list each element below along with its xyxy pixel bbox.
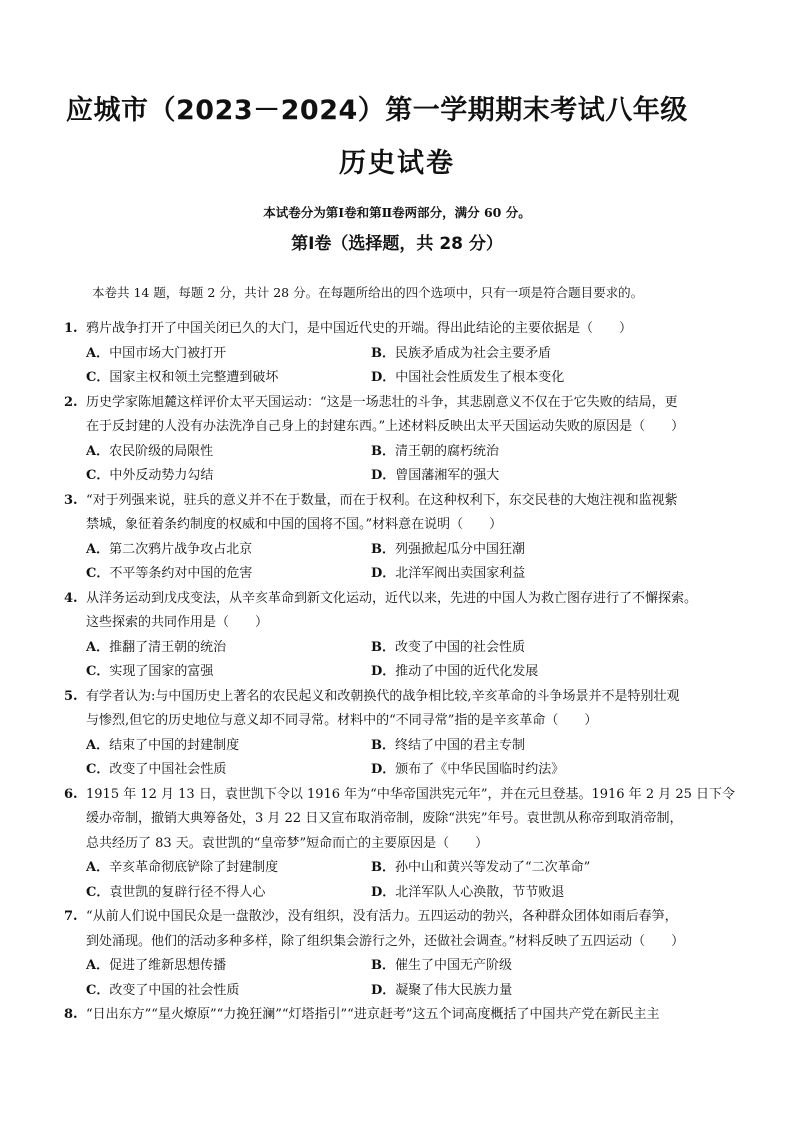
option-text: 改变了中国的社会性质 (395, 639, 526, 655)
answer-option (86, 954, 371, 979)
answer-option (371, 881, 656, 906)
question-first-line (64, 391, 744, 416)
question-number: 7. (64, 909, 78, 924)
answer-options (64, 734, 744, 783)
option-label: C． (86, 566, 110, 581)
answer-option (371, 342, 656, 367)
answer-options (64, 342, 744, 391)
option-text: 民族矛盾成为社会主要矛盾 (395, 345, 552, 361)
answer-option (86, 440, 371, 465)
question-number: 8. (64, 1007, 78, 1022)
option-label: A． (86, 541, 110, 557)
option-label: B． (371, 541, 395, 557)
section-instructions: 本卷共 14 题，每题 2 分，共计 28 分。在每题所给出的四个选项中，只有一项是符合题目要求的。 (92, 285, 644, 300)
option-label: B． (371, 860, 395, 875)
option-text: 中国社会性质发生了根本变化 (395, 370, 565, 385)
option-label: A． (86, 737, 110, 753)
question-number: 3. (64, 492, 78, 508)
answer-options (64, 440, 744, 489)
answer-option (86, 366, 371, 391)
option-text: 不平等条约对中国的危害 (109, 566, 253, 581)
question-item (64, 391, 744, 489)
option-label: C． (86, 762, 110, 777)
question-item (64, 1003, 744, 1028)
option-text: 孙中山和黄兴等发动了“二次革命” (395, 860, 591, 875)
answer-option (86, 979, 371, 1004)
option-text: 结束了中国的封建制度 (109, 737, 240, 753)
question-first-line (64, 587, 744, 612)
option-text: 改变了中国的社会性质 (109, 982, 240, 998)
option-text: 农民阶级的局限性 (109, 443, 214, 459)
question-number: 5. (64, 688, 78, 704)
answer-option (371, 464, 656, 489)
option-text: 曾国藩湘军的强大 (395, 468, 500, 483)
question-text-continued: 这些探索的共同作用是（ ） (86, 615, 269, 630)
exam-title-line1: 应城市（2023－2024）第一学期期末考试八年级 (66, 95, 688, 126)
option-text: 清王朝的腐朽统治 (395, 443, 500, 459)
question-text: “日出东方”“星火燎原”“力挽狂澜”“灯塔指引”“进京赶考”这五个词高度概括了中国共产党在新民主主 (86, 1007, 660, 1022)
answer-option (371, 538, 656, 563)
option-label: D． (371, 664, 396, 679)
answer-option (86, 342, 371, 367)
option-label: D． (371, 982, 396, 998)
question-text: 历史学家陈旭麓这样评价太平天国运动：“这是一场悲壮的斗争，其悲剧意义不仅在于它失败的结局，更 (86, 394, 678, 410)
option-label: D． (371, 884, 396, 900)
question-text: 从洋务运动到戊戌变法，从辛亥革命到新文化运动，近代以来，先进的中国人为救亡图存进行了不懈探索。 (86, 590, 698, 606)
option-text: 实现了国家的富强 (109, 664, 214, 679)
option-text: 推动了中国的近代化发展 (395, 664, 539, 679)
answer-option (86, 758, 371, 783)
question-list (64, 317, 744, 1028)
answer-option (371, 758, 656, 783)
option-text: 催生了中国无产阶级 (395, 958, 513, 973)
question-number: 2. (64, 394, 78, 410)
option-label: C． (86, 468, 110, 483)
question-text-continued: 在于反封建的人没有办法洗净自己身上的封建东西。”上述材料反映出太平天国运动失败的原因是（ ） (86, 419, 685, 434)
answer-option (86, 538, 371, 563)
option-label: C． (86, 664, 110, 679)
option-text: 第二次鸦片战争攻占北京 (109, 541, 253, 557)
option-label: B． (371, 737, 395, 753)
option-label: B． (371, 958, 395, 973)
answer-options (64, 954, 744, 1003)
answer-option (86, 562, 371, 587)
question-text-continued: 禁城，象征着条约制度的权威和中国的国将不国。”材料意在说明（ ） (86, 517, 503, 532)
answer-option (371, 734, 656, 759)
question-text: 1915 年 12 月 13 日，袁世凯下令以 1916 年为“中华帝国洪宪元年”，并在元旦登基。1916 年 2 月 25 日下令 (86, 786, 736, 802)
question-text-continued: 与惨烈,但它的历史地位与意义却不同寻常。材料中的“不同寻常”指的是辛亥革命（ ） (86, 713, 598, 728)
option-label: C． (86, 982, 110, 998)
answer-option (371, 954, 656, 979)
option-text: 袁世凯的复辟行径不得人心 (109, 884, 266, 900)
option-text: 中国市场大门被打开 (109, 345, 227, 361)
option-text: 列强掀起瓜分中国狂潮 (395, 541, 526, 557)
option-text: 改变了中国社会性质 (109, 762, 227, 777)
option-text: 凝聚了伟大民族力量 (395, 982, 513, 998)
option-text: 北洋军队人心涣散，节节败退 (395, 884, 565, 900)
option-label: A． (86, 443, 110, 459)
answer-option (371, 979, 656, 1004)
exam-title-line2: 历史试卷 (339, 148, 455, 179)
question-text-continued: 到处涌现。他们的活动多种多样，除了组织集会游行之外，还做社会调查。”材料反映了五四运动（ ） (86, 933, 685, 949)
question-number: 1. (64, 321, 78, 336)
option-label: D． (371, 468, 396, 483)
question-first-line (64, 317, 744, 342)
option-label: B． (371, 443, 395, 459)
answer-option (371, 562, 656, 587)
answer-option (86, 856, 371, 881)
question-text: “对于列强来说，驻兵的意义并不在于数量，而在于权利。在这种权利下，东交民巷的大炮注视和监视紫 (86, 492, 678, 508)
section-heading: 第Ⅰ卷（选择题，共 28 分） (291, 234, 503, 254)
question-first-line (64, 783, 744, 808)
answer-option (371, 856, 656, 881)
option-text: 中外反动势力勾结 (109, 468, 214, 483)
answer-option (371, 636, 656, 661)
question-text: 有学者认为:与中国历史上著名的农民起义和改朝换代的战争相比较,辛亥革命的斗争场景并不是特别壮观 (86, 688, 680, 704)
option-text: 终结了中国的君主专制 (395, 737, 526, 753)
exam-note: 本试卷分为第Ⅰ卷和第Ⅱ卷两部分，满分 60 分。 (263, 205, 531, 220)
option-label: A． (86, 639, 110, 655)
answer-option (86, 660, 371, 685)
question-number: 6. (64, 786, 78, 802)
answer-option (86, 734, 371, 759)
answer-options (64, 538, 744, 587)
question-item (64, 905, 744, 1003)
question-item (64, 489, 744, 587)
option-label: C． (86, 884, 110, 900)
option-text: 推翻了清王朝的统治 (109, 639, 227, 655)
option-label: D． (371, 762, 396, 777)
answer-options (64, 636, 744, 685)
question-text-continued: 总共经历了 83 天。袁世凯的“皇帝梦”短命而亡的主要原因是（ ） (86, 835, 489, 851)
option-label: A． (86, 860, 110, 875)
option-label: A． (86, 345, 110, 361)
question-first-line (64, 1003, 744, 1028)
option-label: B． (371, 345, 395, 361)
option-label: D． (371, 370, 396, 385)
question-number: 4. (64, 590, 78, 606)
question-item (64, 685, 744, 783)
answer-option (86, 464, 371, 489)
question-first-line (64, 685, 744, 710)
option-text: 国家主权和领土完整遭到破坏 (109, 370, 279, 385)
question-text-continued: 缓办帝制，撤销大典筹备处，3 月 22 日又宣布取消帝制，废除“洪宪”年号。袁世凯从称帝到取消帝制， (86, 811, 683, 826)
option-label: C． (86, 370, 110, 385)
question-item (64, 587, 744, 685)
question-item (64, 317, 744, 391)
answer-option (86, 881, 371, 906)
question-text: 鸦片战争打开了中国关闭已久的大门，是中国近代史的开端。得出此结论的主要依据是（ ） (86, 321, 633, 336)
question-first-line (64, 489, 744, 514)
answer-option (371, 440, 656, 465)
option-text: 北洋军阀出卖国家利益 (395, 566, 526, 581)
answer-option (86, 636, 371, 661)
option-text: 辛亥革命彻底铲除了封建制度 (109, 860, 279, 875)
option-label: A． (86, 958, 110, 973)
option-label: D． (371, 566, 396, 581)
option-text: 颁布了《中华民国临时约法》 (395, 762, 565, 777)
answer-option (371, 660, 656, 685)
answer-option (371, 366, 656, 391)
question-item (64, 783, 744, 906)
question-first-line (64, 905, 744, 930)
option-text: 促进了维新思想传播 (109, 958, 227, 973)
option-label: B． (371, 639, 395, 655)
answer-options (64, 856, 744, 905)
question-text: “从前人们说中国民众是一盘散沙，没有组织，没有活力。五四运动的勃兴，各种群众团体如雨后春笋， (86, 909, 678, 924)
